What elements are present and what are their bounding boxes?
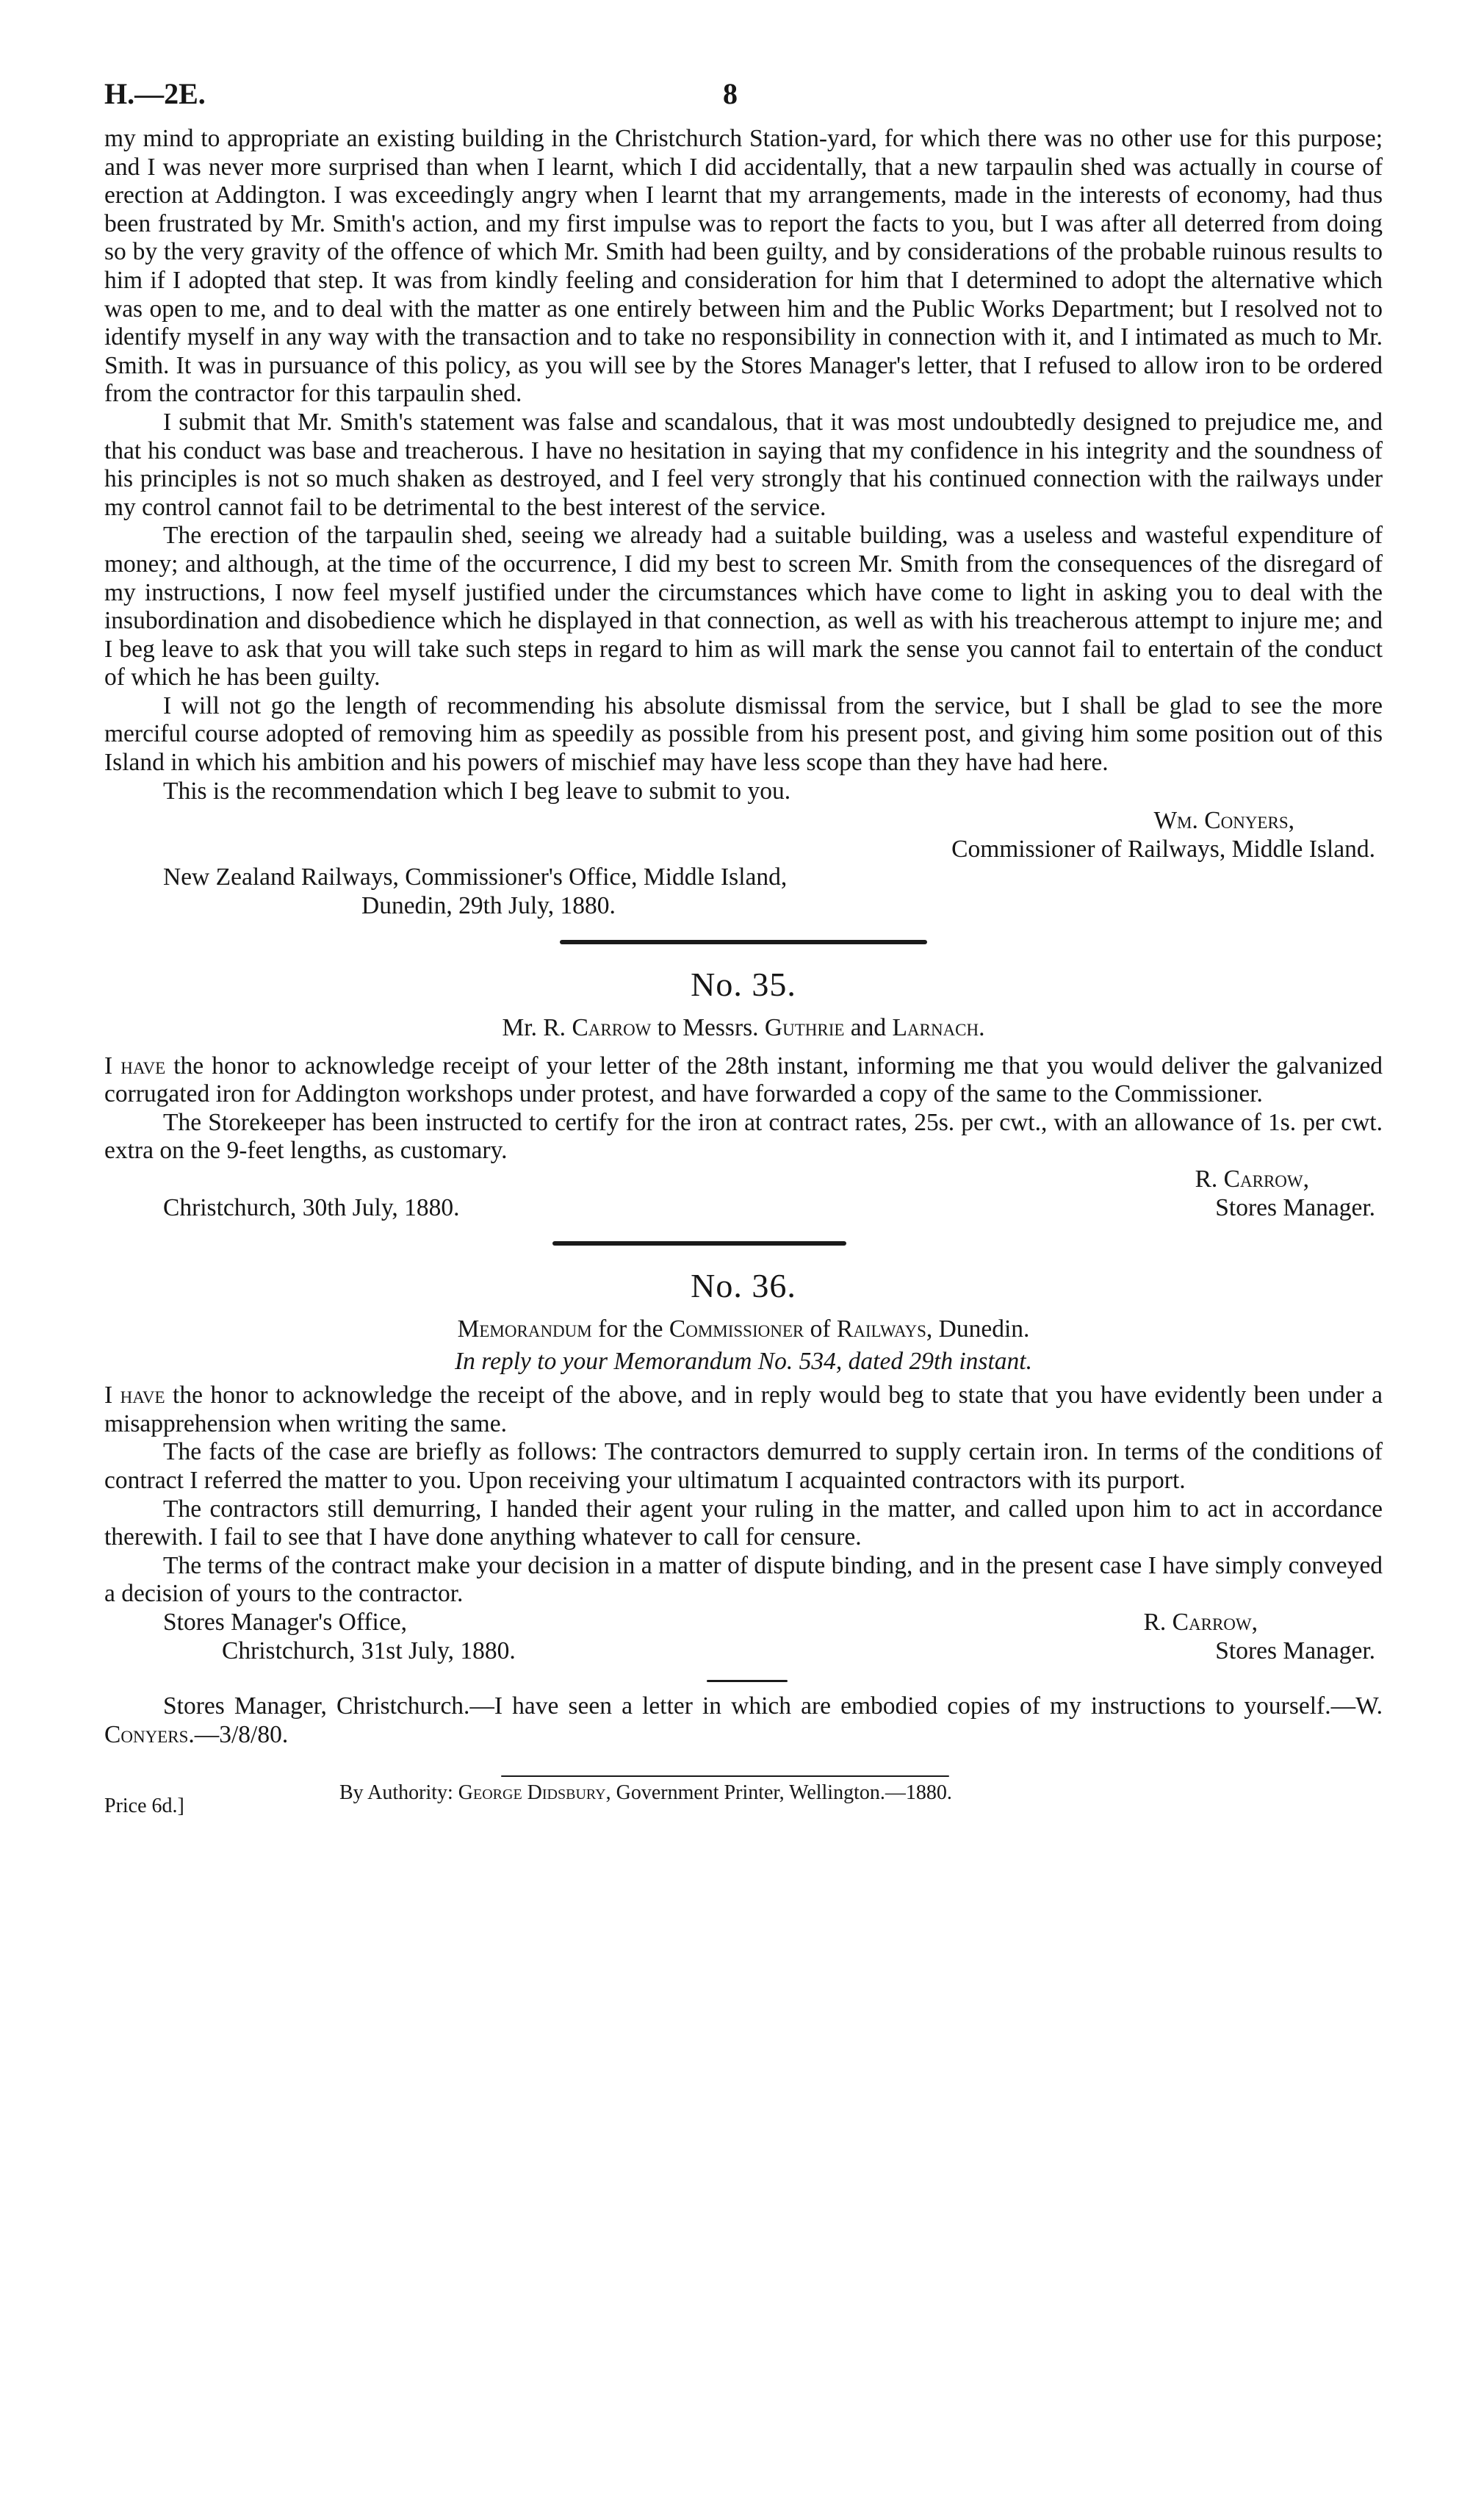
place-date: Christchurch, 30th July, 1880. bbox=[163, 1193, 460, 1221]
address-line: Dunedin, 29th July, 1880. bbox=[361, 892, 616, 920]
document-number: No. 36. bbox=[691, 1267, 796, 1305]
letter-34-body bbox=[104, 125, 1383, 805]
page-footer bbox=[104, 1777, 1383, 1821]
signature-name: Wm. Conyers, bbox=[1153, 807, 1294, 835]
page-number: 8 bbox=[723, 77, 738, 110]
paragraph: I submit that Mr. Smith's statement was false and scandalous, that it was most undoubtedly designed to prejudice me, and that his conduct was base and treacherous. I have no hesitation in saying that my confidence in his integrity and the soundness of his principles is not so much shaken as destroyed, and I feel very strongly that his continued connection with the railways under my control cannot fail to be detrimental to the best interest of the service. bbox=[104, 408, 1383, 521]
signature-title: Stores Manager. bbox=[1215, 1637, 1375, 1664]
commissioner-note bbox=[104, 1692, 1383, 1749]
note-divider bbox=[707, 1680, 788, 1682]
section-divider bbox=[560, 940, 927, 944]
office-line: Stores Manager's Office, bbox=[163, 1608, 407, 1636]
paragraph: The terms of the contract make your decision in a matter of dispute binding, and in the present case I have simply conveyed a decision of yours to the contractor. bbox=[104, 1551, 1383, 1608]
paragraph: This is the recommendation which I beg leave to submit to you. bbox=[163, 777, 791, 805]
memo-36-signoff-1 bbox=[104, 1609, 1383, 1637]
page-header bbox=[104, 73, 1383, 125]
paragraph: The facts of the case are briefly as follows: The contractors demurred to supply certain iron. In terms of the conditions of contract I referred the matter to you. Upon receiving your ultimatum I acquainted contractors with its purport. bbox=[104, 1438, 1383, 1494]
paragraph: The contractors still demurring, I handed their agent your ruling in the matter, and called upon him to act in accordance therewith. I fail to see that I have done anything whatever to call for censure. bbox=[104, 1495, 1383, 1551]
letter-34-address bbox=[104, 863, 1383, 920]
signature-title: Stores Manager. bbox=[1215, 1193, 1375, 1221]
paragraph: I have the honor to acknowledge receipt of your letter of the 28th instant, informing me that you would deliver the galvanized corrugated iron for Addington workshops under protest, and have forwarded a copy of the same to the Commissioner. bbox=[104, 1052, 1383, 1108]
memo-heading: Memorandum for the Commissioner of Railways, Dunedin. bbox=[457, 1315, 1030, 1343]
paragraph: I have the honor to acknowledge the receipt of the above, and in reply would beg to state that you have evidently been under a misapprehension when writing the same. bbox=[104, 1382, 1383, 1437]
document-page bbox=[104, 73, 1383, 1821]
letter-34-signature bbox=[104, 807, 1383, 863]
signature-name: R. Carrow, bbox=[1195, 1165, 1309, 1193]
printer-authority: By Authority: George Didsbury, Government Printer, Wellington.—1880. bbox=[339, 1781, 952, 1805]
paragraph: I will not go the length of recommending his absolute dismissal from the service, but I shall be glad to see the more merciful course adopted of removing him as speedily as possible from his present post, and giving him some position out of this Island in which his ambition and his powers of mischief may have less scope than they have had here. bbox=[104, 692, 1383, 777]
document-number: No. 35. bbox=[691, 965, 796, 1003]
memo-36-signoff-2 bbox=[104, 1637, 1383, 1666]
section-divider bbox=[552, 1241, 846, 1246]
paragraph: The Storekeeper has been instructed to certify for the iron at contract rates, 25s. per cwt., with an allowance of 1s. per cwt. extra on the 9-feet lengths, as customary. bbox=[104, 1108, 1383, 1165]
signature-name: R. Carrow, bbox=[1143, 1608, 1258, 1636]
document-reference: H.—2E. bbox=[104, 77, 206, 110]
letter-heading: Mr. R. Carrow to Messrs. Guthrie and Larnach. bbox=[502, 1013, 985, 1041]
letter-35-signoff bbox=[104, 1194, 1383, 1223]
paragraph: my mind to appropriate an existing building in the Christchurch Station-yard, for which there was no other use for this purpose; and I was never more surprised than when I learnt, which I did accidentally, that a new tarpaulin shed was actually in course of erection at Addington. I was exceedingly angry when I learnt that my arrangements, made in the interests of economy, had thus been frustrated by Mr. Smith's action, and my first impulse was to report the facts to you, but I was after all deterred from doing so by the very gravity of the offence of which Mr. Smith had been guilty, and by considerations of the probable ruinous results to him if I adopted that step. It was from kindly feeling and consideration for him that I determined to adopt the alternative which was open to me, and to deal with the matter as one entirely between him and the Public Works Department; but I resolved not to identify myself in any way with the transaction and to take no responsibility in connection with it, and I intimated as much to Mr. Smith. It was in pursuance of this policy, as you will see by the Stores Manager's letter, that I refused to allow iron to be ordered from the contractor for this tarpaulin shed. bbox=[104, 125, 1383, 408]
paragraph: The erection of the tarpaulin shed, seeing we already had a suitable building, was a useless and wasteful expenditure of money; and although, at the time of the occurrence, I did my best to screen Mr. Smith from the consequences of the disregard of my instructions, I now feel myself justified under the circumstances which have come to light in asking you to deal with the insubordination and disobedience which he displayed in that connection, as well as with his treacherous attempt to injure me; and I beg leave to ask that you will take such steps in regard to him as will mark the sense you cannot fail to entertain of the conduct of which he has been guilty. bbox=[104, 522, 1383, 692]
memo-subheading: In reply to your Memorandum No. 534, dated 29th instant. bbox=[455, 1348, 1032, 1376]
paragraph: Stores Manager, Christchurch.—I have seen a letter in which are embodied copies of my instructions to yourself.—W. Conyers.—3/8/80. bbox=[104, 1692, 1383, 1748]
place-date: Christchurch, 31st July, 1880. bbox=[222, 1637, 516, 1664]
memo-36-body bbox=[104, 1382, 1383, 1609]
address-line: New Zealand Railways, Commissioner's Office, Middle Island, bbox=[163, 863, 788, 891]
price-label: Price 6d.] bbox=[104, 1795, 184, 1818]
letter-35-body bbox=[104, 1052, 1383, 1165]
signature-title: Commissioner of Railways, Middle Island. bbox=[951, 835, 1375, 863]
